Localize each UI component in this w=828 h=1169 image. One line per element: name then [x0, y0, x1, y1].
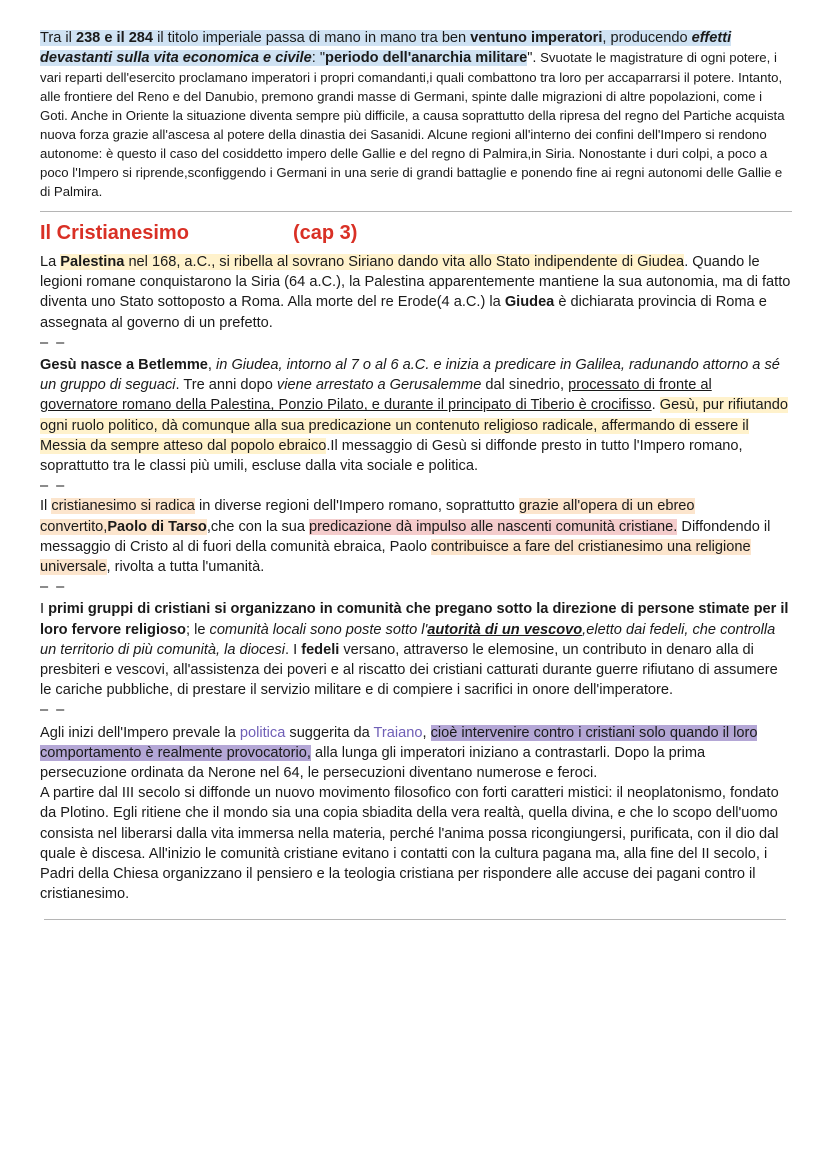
intro-paragraph: Tra il 238 e il 284 il titolo imperiale passa di mano in mano tra ben ventuno imperatori, producendo effetti devastanti sulla vita economica e civile: "periodo dell'anarchia militare". Svuotate le magistrature di ogni potere, i vari reparti dell'esercito proclamano imperatori i propri comandanti,i quali combattono tra loro per accaparrarsi il potere. Intanto, alle frontiere del Reno e del Danubio, premono grandi masse di Germani, spinte dalle migrazioni di altre popolazioni, come i Goti. Anche in Oriente la situazione diventa sempre più difficile, a causa soprattutto della ripresa del regno del Partiche acquista nuova forza grazie all'ascesa al potere della dinastia dei Sasanidi. Alcune regioni all'interno dei confini dell'Impero si rendono autonome: è questo il caso del cosiddetto impero delle Gallie e del regno di Palmira,in Siria. Nonostante i duri colpi, a poco a poco l'Impero si riprende,sconfiggendo i Germani in una serie di grandi battaglie e ponendo fine ai regni autonomi delle Gallie e di Palmira. [40, 30, 785, 199]
highlight-messia: Gesù, pur rifiutando ogni ruolo politico, dà comunque alla sua predicazione un contenuto religioso radicale, affermando di essere il Messia da sempre atteso dal popolo ebraico [40, 397, 788, 454]
paragraph-neoplatonismo: A partire dal III secolo si diffonde un nuovo movimento filosofico con forti caratteri mistici: il neoplatonismo, fondato da Plotino. Egli ritiene che il mondo sia una copia sbiadita della vera realtà, quella divina, e che lo scopo dell'uomo consista nel liberarsi dalla vita immersa nella materia, perché l'anima possa ricongiungersi, purificata, con il dio dal quale è discesa. All'inizio le comunità cristiane evitano i contatti con la cultura pagana ma, alla fine del II secolo, i Padri della Chiesa organizzano il pensiero e la teologia cristiana per rispondere alle accuse dei pagani contro il cristianesimo. [40, 785, 779, 903]
paragraph-palestina: La Palestina nel 168, a.C., si ribella al sovrano Siriano dando vita allo Stato indipendente di Giudea. Quando le legioni romane conquistarono la Siria (64 a.C.), la Palestina apparentemente mantiene la sua autonomia, ma di fatto diventa uno Stato sottoposto a Roma. Alla morte del re Erode(4 a.C.) la Giudea è dichiarata provincia di Roma e assegnata al governo di un prefetto. [40, 254, 791, 331]
highlight-universale: contribuisce a fare del cristianesimo una religione universale [40, 538, 751, 576]
underlined-processo: processato di fronte al governatore romano della Palestina, Ponzio Pilato, e durante il principato di Tiberio è crocifisso [40, 377, 712, 414]
highlight-palestina: Palestina nel 168, a.C., si ribella al sovrano Siriano dando vita allo Stato indipendente di Giudea [60, 254, 685, 270]
chapter-label: (cap 3) [292, 222, 358, 244]
section-body [40, 252, 792, 905]
section-heading [40, 222, 792, 252]
highlight-provocatorio: cioè intervenire contro i cristiani solo quando il loro comportamento è realmente provocatorio, [40, 724, 758, 761]
separator: – – [40, 478, 67, 495]
link-politica: politica [239, 724, 286, 741]
paragraph-comunita: I primi gruppi di cristiani si organizzano in comunità che pregano sotto la direzione di persone stimate per il loro fervore religioso; le comunità locali sono poste sotto l'autorità di un vescovo,eletto dai fedeli, che controlla un territorio di più comunità, la diocesi. I fedeli versano, attraverso le elemosine, un contributo in denaro alla di presbiteri e vescovi, all'assistenza dei poveri e al riscatto dei cristiani catturati durante guerre rifiutano di assumere le cariche pubbliche, di prestare il servizio militare e di compiere i sacrifici in onore dell'imperatore. [40, 601, 789, 699]
separator: – – [40, 702, 67, 719]
link-traiano: Traiano [373, 724, 423, 741]
separator: – – [40, 579, 67, 596]
paragraph-paolo: Il cristianesimo si radica in diverse regioni dell'Impero romano, soprattutto grazie all'opera di un ebreo convertito,Paolo di Tarso,che con la sua predicazione dà impulso alle nascenti comunità cristiane. Diffondendo il messaggio di Cristo al di fuori della comunità ebraica, Paolo contribuisce a fare del cristianesimo una religione universale, rivolta a tutta l'umanità. [40, 498, 771, 576]
intro-highlight: Tra il 238 e il 284 il titolo imperiale passa di mano in mano tra ben ventuno imperatori, producendo effetti devastanti sulla vita economica e civile: "periodo dell'anarchia militare [40, 30, 732, 66]
separator: – – [40, 334, 67, 351]
document-page [40, 28, 792, 920]
section-title: Il Cristianesimo [40, 222, 189, 244]
paragraph-traiano: Agli inizi dell'Impero prevale la politica suggerita da Traiano, cioè intervenire contro i cristiani solo quando il loro comportamento è realmente provocatorio, alla lunga gli imperatori iniziano a contrastarli. Dopo la prima persecuzione ordinata da Nerone nel 64, le persecuzioni diventano numerose e feroci. [40, 724, 758, 782]
highlight-predicazione: predicazione dà impulso alle nascenti comunità cristiane. [309, 518, 678, 535]
paragraph-gesu: Gesù nasce a Betlemme, in Giudea, intorno al 7 o al 6 a.C. e inizia a predicare in Galilea, radunando attorno a sé un gruppo di seguaci. Tre anni dopo viene arrestato a Gerusalemme dal sinedrio, processato di fronte al governatore romano della Palestina, Ponzio Pilato, e durante il principato di Tiberio è crocifisso. Gesù, pur rifiutando ogni ruolo politico, dà comunque alla sua predicazione un contenuto religioso radicale, affermando di essere il Messia da sempre atteso dal popolo ebraico.Il messaggio di Gesù si diffonde presto in tutto l'Impero romano, soprattutto tra le classi più umili, escluse dalla vita sociale e politica. [40, 357, 788, 475]
highlight-radica: cristianesimo si radica [51, 498, 195, 515]
highlight-paolo: grazie all'opera di un ebreo convertito,Paolo di Tarso [40, 498, 695, 535]
divider-top [40, 211, 792, 212]
divider-bottom [44, 919, 786, 920]
